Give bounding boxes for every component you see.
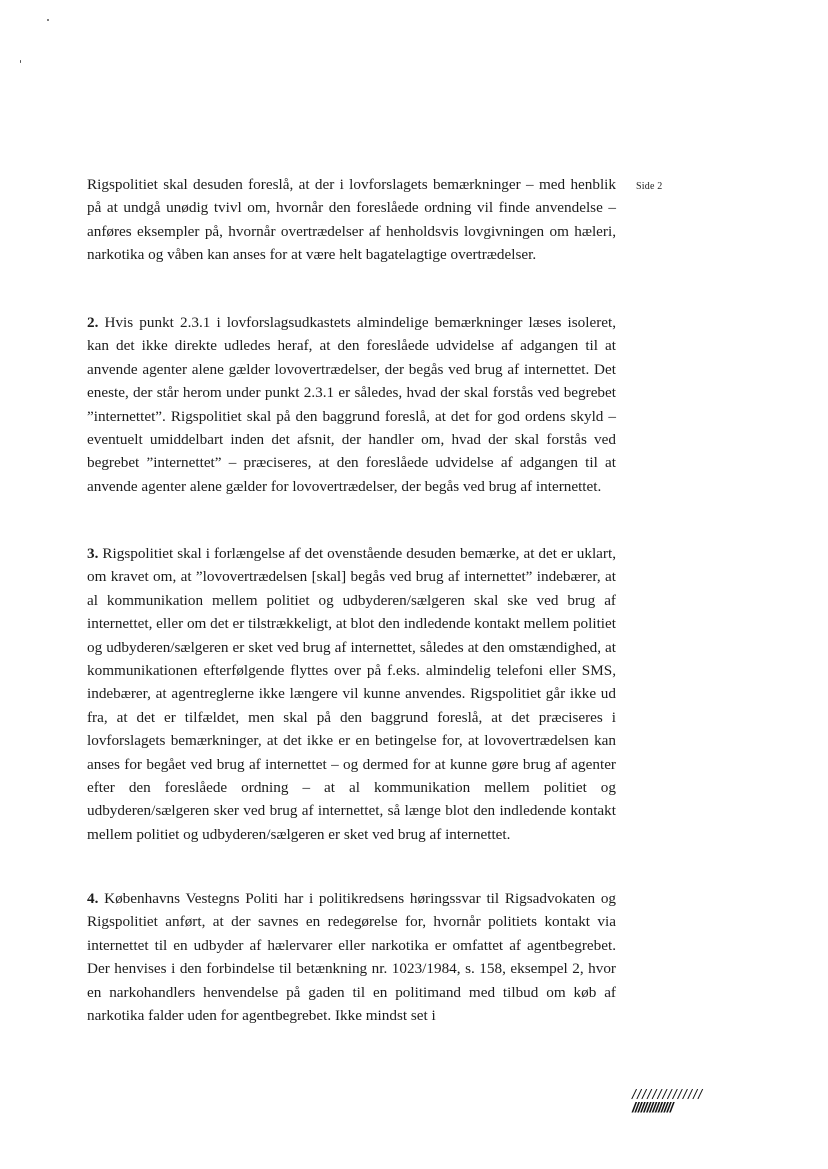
paragraph-3 <box>87 542 616 846</box>
paragraph-4 <box>87 887 616 1027</box>
scan-speck <box>47 19 49 21</box>
paragraph-intro <box>87 173 616 267</box>
scan-speck <box>20 60 21 63</box>
paragraph-text: Rigspolitiet skal desuden foreslå, at der i lovforslagets bemærkninger – med henblik på at undgå unødig tvivl om, hvornår den foreslåede ordning vil finde anvendelse – anføres eksempler på, hvornår overtrædelser af henholdsvis lovgivningen om hæleri, narkotika og våben kan anses for at være helt bagatelagtige overtrædelser. <box>87 176 616 264</box>
paragraph-number: 2. <box>87 314 99 331</box>
paragraph-2 <box>87 311 616 498</box>
paragraph-text: Københavns Vestegns Politi har i politikredsens høringssvar til Rigsadvokaten og Rigspolitiet anført, at der savnes en redegørelse for, hvornår politiets kontakt via internettet til en udbyder af hælervarer eller narkotika er omfattet af agentbegrebet. Der henvises i den forbindelse til betænkning nr. 1023/1984, s. 158, eksempel 2, hvor en narkohandlers henvendelse på gaden til en politimand med tilbud om køb af narkotika falder uden for agentbegrebet. Ikke mindst set i <box>87 890 617 1025</box>
footer-tally-marks: ////////////// <box>632 1086 704 1102</box>
page-number-label: Side 2 <box>636 181 663 192</box>
paragraph-number: 4. <box>87 890 99 907</box>
paragraph-text: Rigspolitiet skal i forlængelse af det ovenstående desuden bemærke, at det er uklart, om kravet om, at ”lovovertrædelsen [skal] begås ved brug af internettet” indebærer, at al kommunikation mellem politiet og udbyderen/sælgeren skal ske ved brug af internettet, eller om det er tilstrækkeligt, at blot den indledende kontakt mellem politiet og udbyderen/sælgeren er sket ved brug af internettet, således at den omstændighed, at kommunikationen efterfølgende flyttes over på f.eks. almindelig telefoni eller SMS, indebærer, at agentreglerne ikke længere vil kunne anvendes. Rigspolitiet går ikke ud fra, at det er tilfældet, men skal på den baggrund foreslå, at det præciseres i lovforslagets bemærkninger, at det ikke er en betingelse for, at lovovertrædelsen kan anses for begået ved brug af internettet – og dermed for at kunne gøre brug af agenter efter den foreslåede ordning – at al kommunikation mellem politiet og udbyderen/sælgeren sker ved brug af internettet, så længe blot den indledende kontakt mellem politiet og udbyderen/sælgeren er sket ved brug af internettet. <box>87 545 616 843</box>
paragraph-number: 3. <box>87 545 99 562</box>
paragraph-text: Hvis punkt 2.3.1 i lovforslagsudkastets almindelige bemærkninger læses isoleret, kan det ikke direkte udledes heraf, at den foreslåede udvidelse af adgangen til at anvende agenter alene gælder lovovertrædelser, der begås ved brug af internettet. Det eneste, der står herom under punkt 2.3.1 er således, hvad der skal forstås ved begrebet ”internettet”. Rigspolitiet skal på den baggrund foreslå, at det for god ordens skyld – eventuelt umiddelbart inden det afsnit, der handler om, hvad der skal forstås ved begrebet ”internettet” – præciseres, at den foreslåede udvidelse af adgangen til at anvende agenter alene gælder for lovovertrædelser, der begås ved brug af internettet. <box>87 314 617 495</box>
footer-bar-marks: ////////////// <box>632 1099 673 1115</box>
